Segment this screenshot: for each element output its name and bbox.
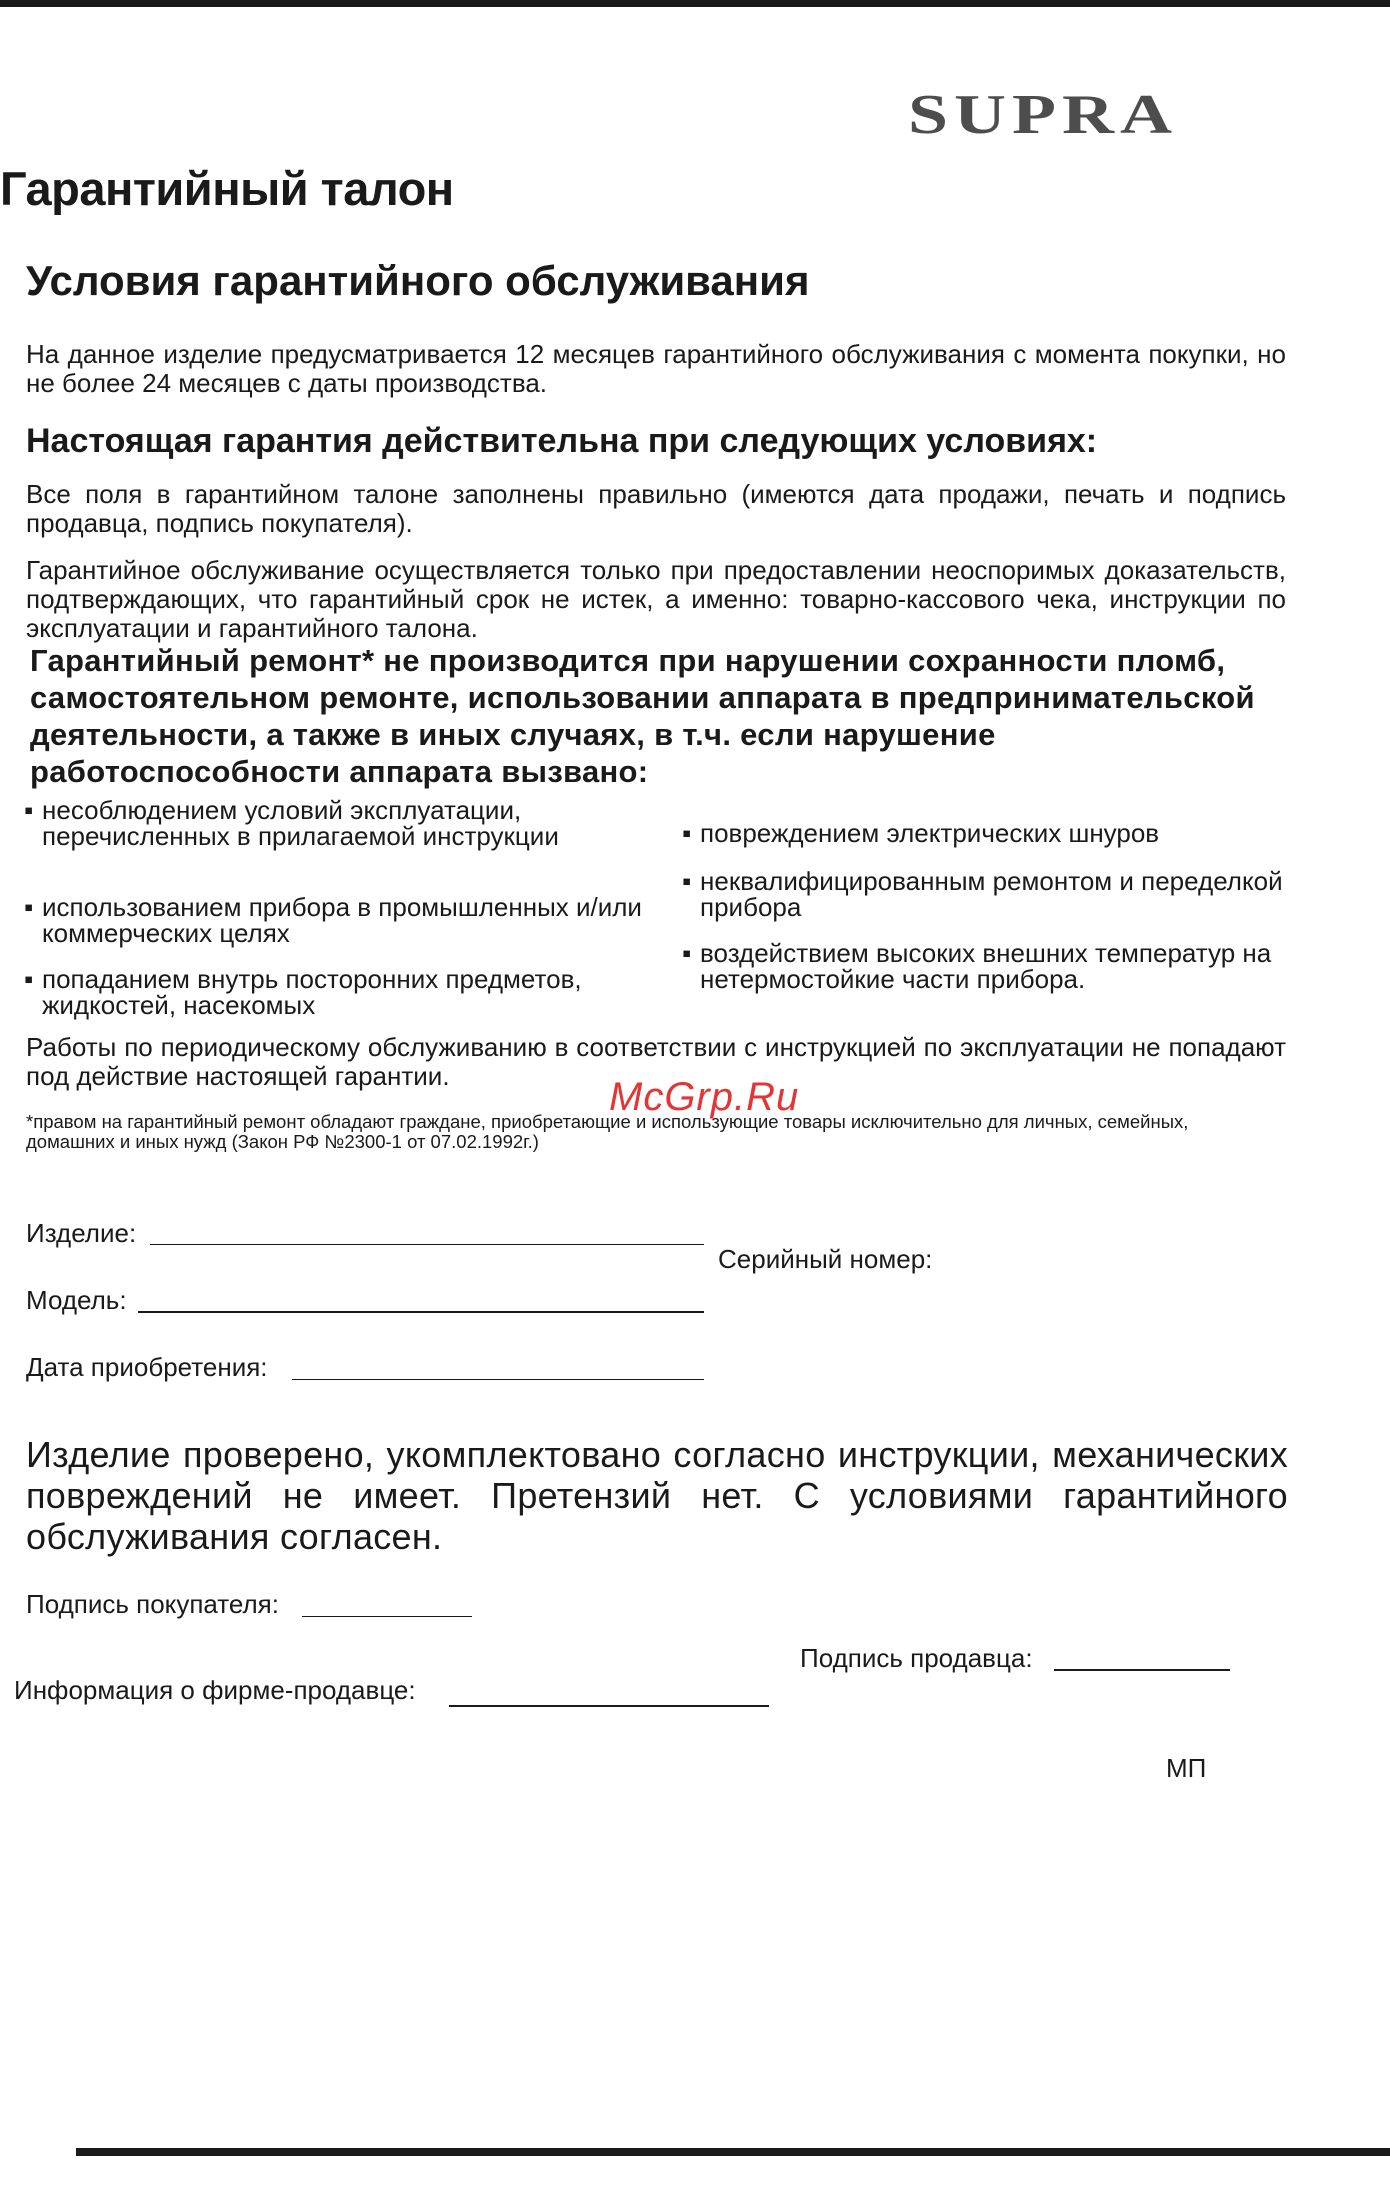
seller-info-field[interactable] — [449, 1705, 769, 1707]
list-item — [682, 820, 1320, 846]
stamp-label: МП — [1166, 1753, 1207, 1783]
list-item-text: попаданием внутрь посторонних предметов, жидкостей, насекомых — [42, 964, 582, 1020]
product-field[interactable] — [150, 1244, 704, 1245]
watermark: McGrp.Ru — [609, 1075, 800, 1119]
top-border — [0, 0, 1390, 7]
footnote: *правом на гарантийный ремонт обладают граждане, приобретающие и использующие товары исключительно для личных, семейных, домашних и иных нужд (Закон РФ №2300-1 от 07.02.1992г.) — [26, 1111, 1189, 1152]
page-title: Гарантийный талон — [0, 162, 454, 215]
bullet-icon: ▪ — [682, 818, 692, 848]
serial-label: Серийный номер: — [718, 1244, 933, 1274]
acceptance-text: Изделие проверено, укомплектовано согласно инструкции, механических повреждений не имеет. Претензий нет. С условиями гарантийного обслуживания согласен. — [26, 1434, 1288, 1557]
list-item-text: повреждением электрических шнуров — [700, 818, 1160, 848]
buyer-signature-field[interactable] — [302, 1616, 472, 1617]
purchase-date-label: Дата приобретения: — [26, 1352, 268, 1382]
bullet-icon: ▪ — [24, 795, 34, 825]
model-label: Модель: — [26, 1285, 127, 1315]
condition-proof: Гарантийное обслуживание осуществляется только при предоставлении неоспоримых доказательств, подтверждающих, что гарантийный срок не истек, а именно: товарно-кассового чека, инструкции по эксплуатации и гарантийного талона. — [26, 555, 1286, 643]
condition-fields: Все поля в гарантийном талоне заполнены правильно (имеются дата продажи, печать и подпись продавца, подпись покупателя). — [26, 479, 1286, 538]
brand-logo: SUPRA — [908, 82, 1179, 146]
purchase-date-field[interactable] — [292, 1379, 704, 1380]
exclusions-title: Гарантийный ремонт* не производится при нарушении сохранности пломб, самостоятельном ремонте, использовании аппарата в предпринимательской деятельности, а также в иных случаях, в т.ч. если нарушение работоспособности аппарата вызвано: — [30, 643, 1255, 789]
maintenance-note: Работы по периодическому обслуживанию в соответствии с инструкцией по эксплуатации не попадают под действие настоящей гарантии. — [26, 1032, 1286, 1091]
bullet-icon: ▪ — [682, 866, 692, 896]
list-item — [24, 894, 652, 946]
list-item-text: несоблюдением условий эксплуатации, перечисленных в прилагаемой инструкции — [42, 795, 559, 851]
list-item-text: неквалифицированным ремонтом и переделкой прибора — [700, 866, 1283, 922]
product-label: Изделие: — [26, 1218, 137, 1248]
bottom-border — [76, 2148, 1390, 2156]
buyer-signature-label: Подпись покупателя: — [26, 1589, 279, 1619]
list-item — [24, 966, 652, 1018]
list-item — [24, 797, 652, 849]
list-item — [682, 868, 1320, 920]
conditions-title: Настоящая гарантия действительна при следующих условиях: — [26, 422, 1098, 460]
list-item-text: использованием прибора в промышленных и/или коммерческих целях — [42, 892, 642, 948]
section-title: Условия гарантийного обслуживания — [26, 257, 810, 304]
list-item — [682, 940, 1320, 992]
bullet-icon: ▪ — [24, 964, 34, 994]
list-item-text: воздействием высоких внешних температур на нетермостойкие части прибора. — [700, 938, 1272, 994]
model-field[interactable] — [138, 1311, 704, 1313]
seller-signature-label: Подпись продавца: — [800, 1643, 1033, 1673]
bullet-icon: ▪ — [24, 892, 34, 922]
intro-text: На данное изделие предусматривается 12 месяцев гарантийного обслуживания с момента покупки, но не более 24 месяцев с даты производства. — [26, 339, 1286, 398]
bullet-icon: ▪ — [682, 938, 692, 968]
seller-info-label: Информация о фирме-продавце: — [14, 1675, 416, 1705]
seller-signature-field[interactable] — [1054, 1669, 1230, 1671]
